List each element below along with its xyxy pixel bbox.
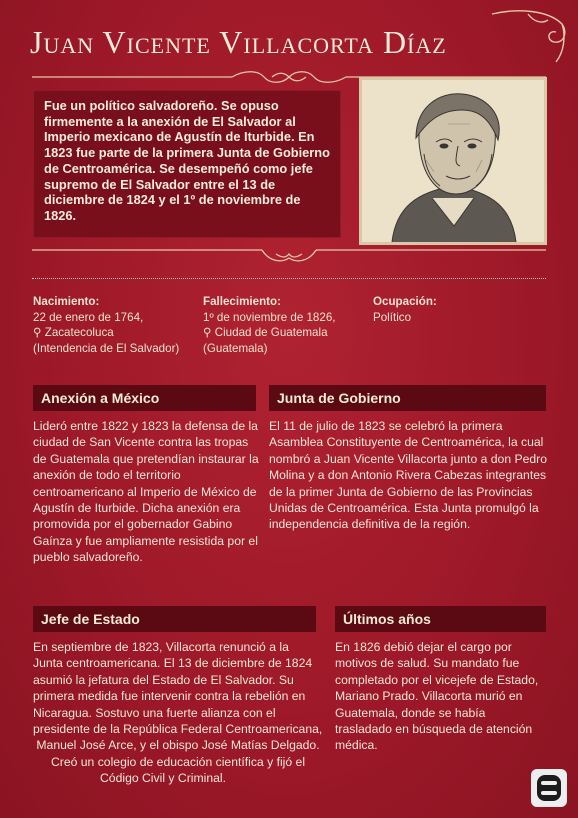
page-title: Juan Vicente Villacorta Díaz bbox=[30, 24, 447, 60]
section-heading-junta: Junta de Gobierno bbox=[269, 385, 546, 411]
occupation-label: Ocupación: bbox=[373, 295, 437, 308]
birth-fact bbox=[33, 294, 179, 356]
chief-line: Junta centroamericana. El 13 de diciembre de 1824 bbox=[33, 656, 313, 671]
death-label: Fallecimiento: bbox=[203, 295, 281, 308]
birth-date: 22 de enero de 1764, bbox=[33, 310, 144, 324]
chief-line: En septiembre de 1823, Villacorta renunció a la bbox=[33, 640, 289, 654]
chief-line: Nicaragua. Sostuvo una fuerte alianza con el bbox=[33, 705, 276, 720]
occupation-fact bbox=[373, 294, 437, 325]
chief-line: presidente de la República Federal Centroamericana, bbox=[33, 722, 323, 737]
intro-panel bbox=[33, 90, 341, 238]
section-body-last: En 1826 debió dejar el cargo por motivos de salud. Su mandato fue completado por el vicejefe de Estado, Mariano Prado. Villacorta murió en Guatemala, donde se había trasladado en búsqueda de atención médica. bbox=[335, 640, 539, 753]
chief-line: Manuel José Arce, y el obispo José Matías Delgado. bbox=[36, 738, 320, 753]
chief-line: Creó un colegio de educación científica y fijó el bbox=[50, 754, 306, 769]
map-pin-icon: ⚲ bbox=[33, 326, 42, 340]
birth-label: Nacimiento: bbox=[33, 295, 100, 308]
death-place: Ciudad de Guatemala bbox=[214, 326, 328, 340]
death-region: (Guatemala) bbox=[203, 341, 268, 355]
birth-place: Zacatecoluca bbox=[44, 326, 114, 340]
portrait-image bbox=[359, 77, 547, 245]
section-heading-annexation: Anexión a México bbox=[33, 385, 256, 411]
chief-line: asumió la jefatura del Estado de El Salvador. Su bbox=[33, 672, 294, 687]
section-heading-last: Últimos años bbox=[335, 606, 546, 632]
portrait-engraving bbox=[362, 80, 544, 242]
dotted-separator bbox=[32, 278, 546, 279]
chief-line: Código Civil y Criminal. bbox=[100, 771, 226, 786]
section-heading-chief: Jefe de Estado bbox=[33, 606, 316, 632]
section-body-junta: El 11 de julio de 1823 se celebró la primera Asamblea Constituyente de Centroamérica, la cual nombró a Juan Vicente Villacorta junto a don Pedro Molina y a don Antonio Rivera Cabezas integrantes de la primer Junta de Gobierno de las Provincias Unidas de Centroamérica. Esta Junta promulgó la independencia definitiva de la región. bbox=[269, 419, 548, 532]
map-pin-icon: ⚲ bbox=[203, 326, 212, 340]
section-body-annexation: Lideró entre 1822 y 1823 la defensa de la ciudad de San Vicente contra las tropas de Guatemala que pretendían instaurar la anexión de todo el territorio centroamericano al Imperio de México de Agustín de Iturbide. Dicha anexión era promovida por el gobernador Gabino Gaínza y fue ampliamente resistida por el pueblo salvadoreño. bbox=[33, 419, 259, 565]
divider-ornament bbox=[32, 248, 546, 268]
occupation-value: Político bbox=[373, 310, 412, 324]
death-date: 1º de noviembre de 1826, bbox=[203, 310, 336, 324]
death-fact bbox=[203, 294, 336, 356]
publisher-logo-icon bbox=[531, 769, 567, 807]
chief-line: primera medida fue intervenir contra la rebelión en bbox=[33, 689, 306, 704]
intro-text: Fue un político salvadoreño. Se opuso firmemente a la anexión de El Salvador al Imperio mexicano de Agustín de Iturbide. En 1823 fue parte de la primera Junta de Gobierno de Centroamérica. Se desempeñó como jefe supremo de El Salvador entre el 13 de diciembre de 1824 y el 1º de noviembre de 1826. bbox=[44, 98, 330, 223]
section-body-chief bbox=[33, 639, 323, 787]
birth-region: (Intendencia de El Salvador) bbox=[33, 341, 180, 355]
